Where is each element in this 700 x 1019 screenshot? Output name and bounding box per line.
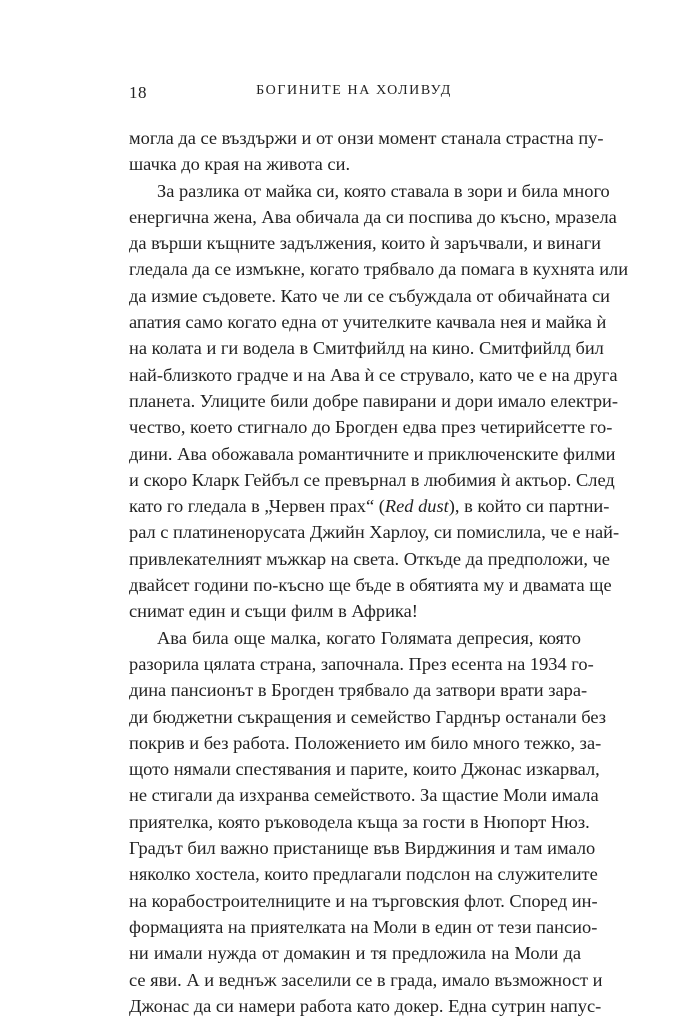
text-line: да върши къщните задължения, които ѝ заръчвали, и винаги (129, 233, 601, 254)
text-line: шачка до края на живота си. (129, 154, 351, 175)
text-line: покрив и без работа. Положението им било много тежко, за- (129, 732, 602, 753)
text-line: Градът бил важно пристанище във Вирджиния и там имало (129, 838, 596, 859)
text-line: най-близкото градче и на Ава ѝ се струвало, като че е на друга (129, 364, 618, 385)
body-text (129, 125, 629, 1019)
text-line: не стигали да изхранва семейството. За щастие Моли имала (129, 785, 599, 806)
text-line: разорила цялата страна, започнала. През есента на 1934 го- (129, 653, 594, 674)
text-line: дини. Ава обожавала романтичните и приключенските филми (129, 443, 616, 464)
text-line: гледала да се измъкне, когато трябвало да помага в кухнята или (129, 259, 629, 280)
text-line: да измие съдовете. Като че ли се събуждала от обичайната си (129, 285, 611, 306)
text-line: Ава била още малка, когато Голямата депресия, която (157, 627, 581, 648)
text-line: енергична жена, Ава обичала да си поспива до късно, мразела (129, 206, 617, 227)
text-line: привлекателният мъжкар на света. Откъде да предположи, че (129, 548, 610, 569)
text-line: няколко хостела, които предлагали подслон на служителите (129, 864, 598, 885)
text-line: ни имали нужда от домакин и тя предложила на Моли да (129, 943, 581, 964)
film-title: Red dust (384, 496, 449, 517)
text-line: рал с платиненорусата Джийн Харлоу, си помислила, че е най- (129, 522, 620, 543)
running-title: БОГИНИТЕ НА ХОЛИВУД (256, 83, 452, 98)
text-segment: ), в който си партни- (448, 496, 610, 517)
running-header (129, 83, 579, 107)
text-line: на корабостроителниците и на търговския флот. Според ин- (129, 890, 598, 911)
text-line: апатия само когато една от учителките качвала нея и майка ѝ (129, 312, 607, 333)
text-line: чество, което стигнало до Брогден едва през четирийсетте го- (129, 417, 613, 438)
text-line: могла да се въздържи и от онзи момент станала страстна пу- (129, 128, 604, 148)
text-line: двайсет години по-късно ще бъде в обятията му и двамата ще (129, 575, 612, 596)
text-line: се яви. А и веднъж заселили се в града, имало възможност и (129, 969, 603, 990)
text-line: формацията на приятелката на Моли в един от тези пансио- (129, 916, 598, 937)
text-line: Джонас да си намери работа като докер. Една сутрин напус- (129, 995, 602, 1016)
text-line: и скоро Кларк Гейбъл се превърнал в любимия ѝ актьор. След (129, 469, 615, 490)
text-line: ди бюджетни съкращения и семейство Гарднър останали без (129, 706, 607, 727)
text-line: За разлика от майка си, която ставала в зори и била много (157, 180, 610, 201)
page-number: 18 (129, 83, 147, 102)
text-segment: като го гледала в „Червен прах“ ( (129, 496, 385, 517)
text-line: приятелка, която ръководела къща за гости в Нюпорт Нюз. (129, 811, 590, 832)
text-line: на колата и ги водела в Смитфийлд на кино. Смитфийлд бил (129, 338, 604, 359)
text-line-with-title (129, 493, 610, 519)
text-line: щото нямали спестявания и парите, които Джонас изкарвал, (129, 759, 600, 780)
text-line: дина пансионът в Брогден трябвало да затвори врати зара- (129, 680, 588, 701)
text-line: планета. Улиците били добре павирани и дори имало електри- (129, 390, 618, 411)
text-line: снимат един и същи филм в Африка! (129, 601, 418, 622)
